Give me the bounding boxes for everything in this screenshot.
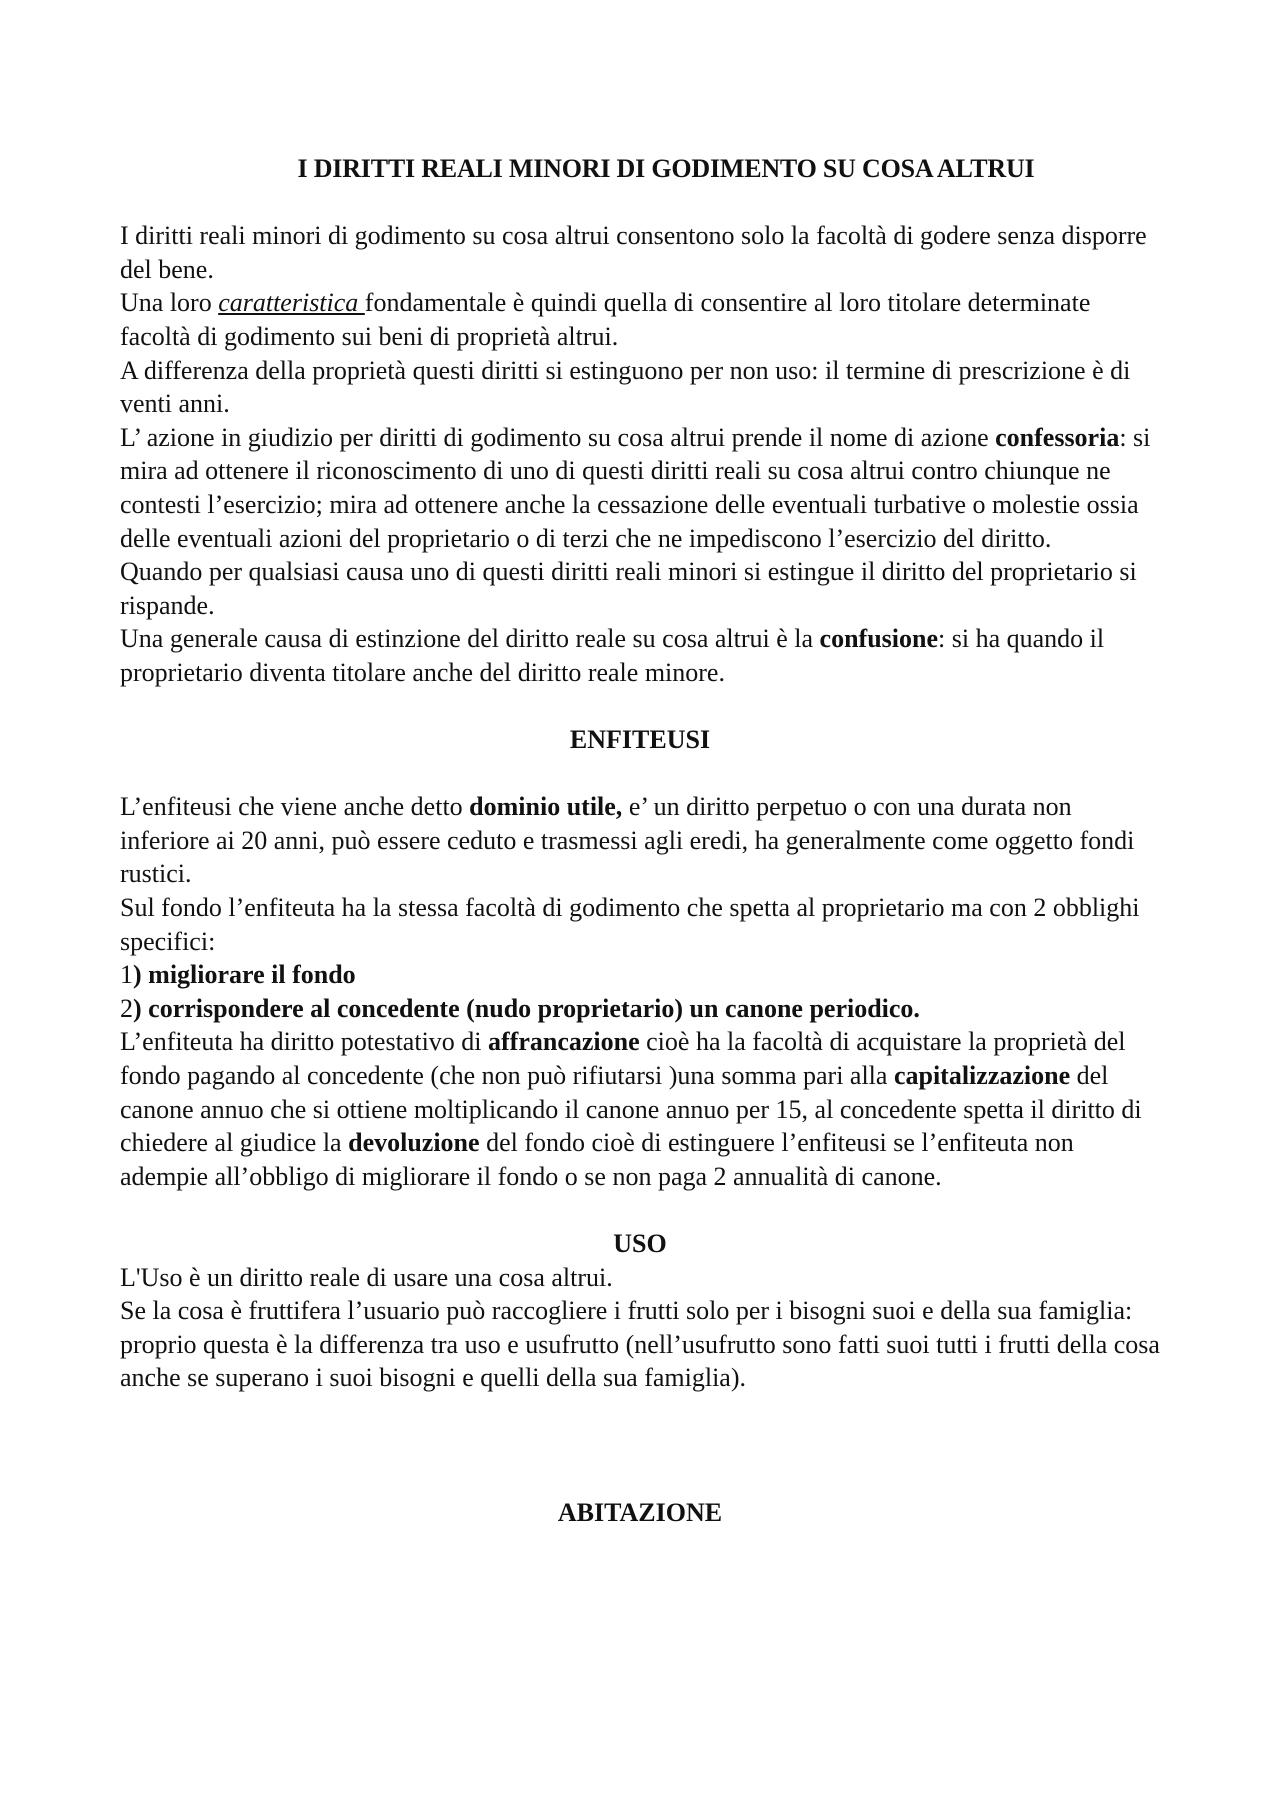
enfiteusi-text-3e: del canone annuo che si ottiene moltiplicando il canone annuo per 15, al concedente spetta il diritto di chiedere al giudice la [120, 1061, 1142, 1158]
intro-text-3: A differenza della proprietà questi diritti si estinguono per non uso: il termine di prescrizione è di venti anni. [120, 355, 1131, 419]
intro-paragraph-1 [120, 219, 1160, 286]
intro-text-6a: Una generale causa di estinzione del diritto reale su cosa altrui è la [120, 624, 820, 654]
intro-paragraph-6 [120, 622, 1160, 689]
intro-paragraph-3 [120, 354, 1160, 421]
uso-paragraph-2 [120, 1294, 1160, 1395]
bold-affrancazione: affrancazione [488, 1027, 640, 1057]
enfiteusi-text-3a: L’enfiteuta ha diritto potestativo di [120, 1027, 489, 1057]
bold-devoluzione: devoluzione [348, 1128, 480, 1158]
intro-text-4a: L’ azione in giudizio per diritti di godimento su cosa altrui prende il nome di azione [120, 422, 996, 452]
enfiteusi-text-2: Sul fondo l’enfiteuta ha la stessa facoltà di godimento che spetta al proprietario ma con 2 obblighi specifici: [120, 893, 1140, 956]
emphasis-caratteristica: caratteristica [218, 288, 365, 318]
bold-confusione: confusione [819, 624, 939, 654]
enfiteusi-text-1a: L’enfiteusi che viene anche detto [120, 792, 470, 822]
heading-abitazione: ABITAZIONE [557, 1497, 723, 1527]
intro-text-6b: : si ha quando il proprietario diventa titolare anche del diritto reale minore. [120, 624, 1105, 687]
list-number-2: 2 [120, 993, 133, 1023]
enfiteusi-paragraph-1 [120, 790, 1160, 891]
uso-text-1: L'Uso è un diritto reale di usare una cosa altrui. [120, 1262, 613, 1292]
intro-text-4b: : si mira ad ottenere il riconoscimento di uno di questi diritti reali su cosa altrui contro chiunque ne contesti l’esercizio; mira ad ottenere anche la cessazione delle eventuali turbative o molestie ossia delle eventuali azioni del proprietario o di terzi che ne impediscono l’esercizio del diritto. [120, 422, 1151, 553]
enfiteusi-text-3g: del fondo cioè di estinguere l’enfiteusi se l’enfiteuta non adempie all’obbligo di migliorare il fondo o se non paga 2 annualità di canone. [120, 1128, 1074, 1191]
heading-uso: USO [613, 1229, 667, 1258]
bold-capitalizzazione: capitalizzazione [893, 1061, 1071, 1091]
intro-text-2a: Una loro [120, 288, 219, 318]
enfiteusi-paragraph-2 [120, 891, 1160, 958]
bold-migliorare-il-fondo: ) migliorare il fondo [133, 960, 356, 990]
enfiteusi-text-1b: e’ un diritto perpetuo o con una durata non inferiore ai 20 anni, può essere ceduto e trasmessi agli eredi, ha generalmente come oggetto fondi rustici. [120, 792, 1135, 889]
enfiteusi-list-item-1 [120, 958, 1160, 992]
uso-text-2: Se la cosa è fruttifera l’usuario può raccogliere i frutti solo per i bisogni suoi e della sua famiglia: proprio questa è la differenza tra uso e usufrutto (nell’usufrutto sono fatti suoi tutti i frutti della cosa anche se superano i suoi bisogni e quelli della sua famiglia). [120, 1296, 1160, 1393]
heading-enfiteusi: ENFITEUSI [569, 725, 711, 755]
document-title: I DIRITTI REALI MINORI DI GODIMENTO SU COSA ALTRUI [297, 154, 1035, 183]
list-number-1: 1 [120, 960, 133, 990]
intro-text-2b: fondamentale è quindi quella di consentire al loro titolare determinate facoltà di godimento sui beni di proprietà altrui. [120, 288, 1091, 351]
intro-text-1: I diritti reali minori di godimento su cosa altrui consentono solo la facoltà di godere senza disporre del bene. [120, 221, 1147, 284]
intro-paragraph-5 [120, 555, 1160, 622]
enfiteusi-text-3c: cioè ha la facoltà di acquistare la proprietà del fondo pagando al concedente (che non può rifiutarsi )una somma pari alla [120, 1027, 1126, 1091]
intro-paragraph-4 [120, 421, 1160, 555]
bold-corrispondere-canone: ) corrispondere al concedente (nudo proprietario) un canone periodico. [133, 993, 920, 1023]
uso-paragraph-1 [120, 1261, 1160, 1295]
enfiteusi-paragraph-3 [120, 1025, 1160, 1193]
document-body [120, 152, 1160, 1529]
enfiteusi-list-item-2 [120, 992, 1160, 1026]
bold-dominio-utile: dominio utile, [469, 792, 623, 822]
intro-paragraph-2 [120, 286, 1160, 353]
intro-text-5: Quando per qualsiasi causa uno di questi diritti reali minori si estingue il diritto del proprietario si rispande. [120, 557, 1137, 620]
bold-confessoria: confessoria [995, 422, 1120, 452]
